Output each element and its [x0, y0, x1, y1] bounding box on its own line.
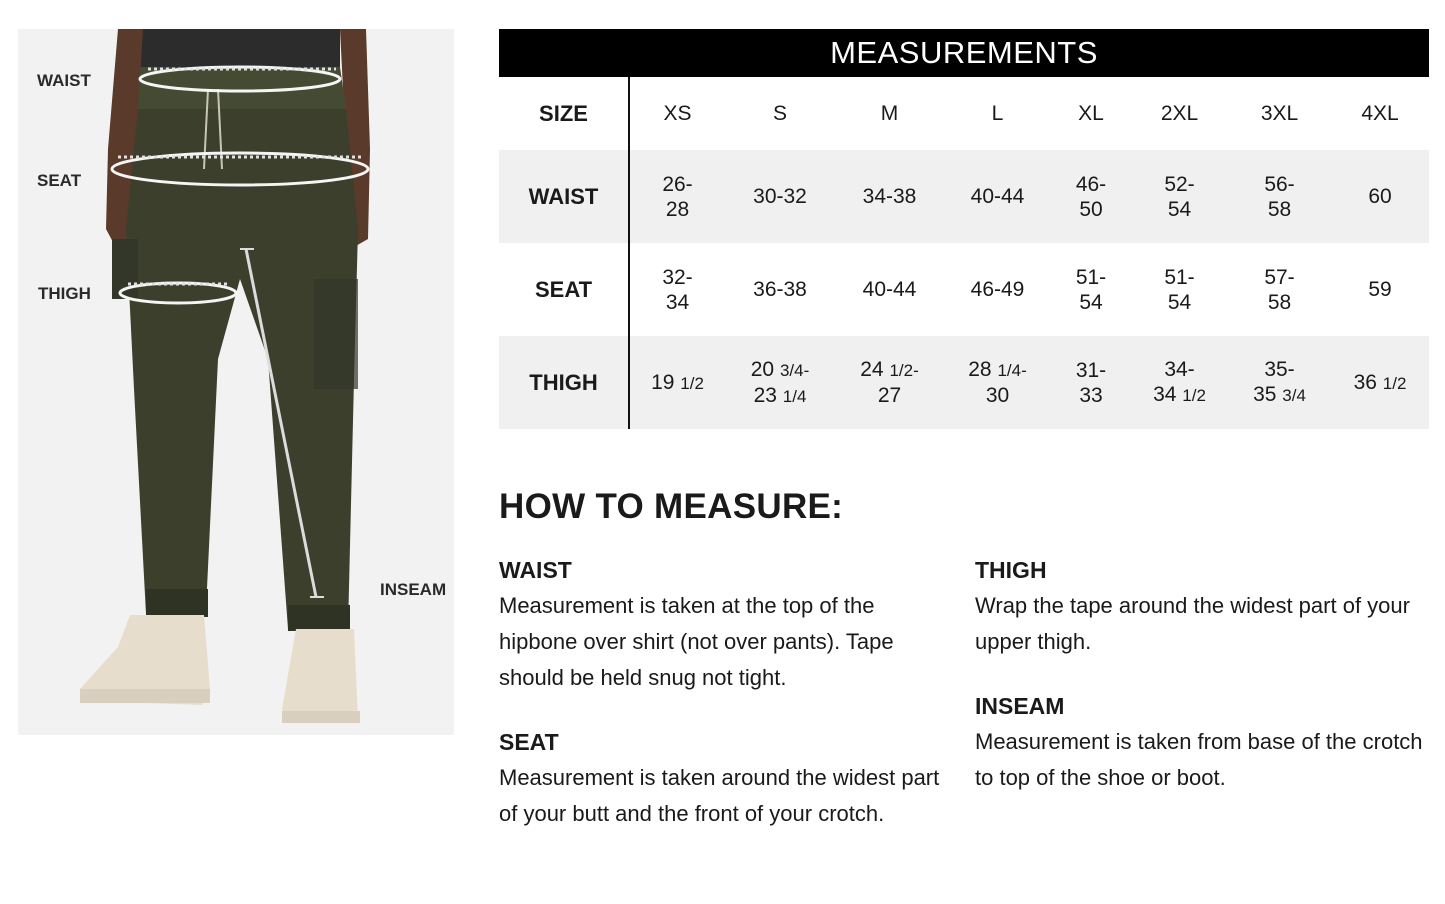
seat-row-label: SEAT: [499, 243, 629, 336]
waist-row: [499, 150, 1429, 243]
table-title: MEASUREMENTS: [499, 29, 1429, 77]
table-cell: 46- 50: [1051, 150, 1131, 243]
table-cell: 57- 58: [1264, 265, 1295, 314]
how-to-measure-title: HOW TO MEASURE:: [499, 487, 844, 526]
table-cell: 28 1/4- 30: [944, 336, 1051, 429]
size-xl: XL: [1078, 102, 1104, 125]
table-cell: 51- 54: [1164, 265, 1195, 314]
waist-instructions: [499, 556, 949, 696]
table-cell: 52- 54: [1131, 150, 1228, 243]
seat-photo-label: SEAT: [37, 171, 82, 190]
table-cell: 31- 33: [1051, 336, 1131, 429]
waist-heading: WAIST: [499, 557, 572, 583]
waist-text: Measurement is taken at the top of the hipbone over shirt (not over pants). Tape should be held snug not tight.: [499, 593, 894, 690]
table-cell: 24 1/2- 27: [835, 336, 944, 429]
size-xs: XS: [663, 102, 692, 125]
inseam-heading: INSEAM: [975, 693, 1065, 719]
size-l: L: [991, 102, 1004, 125]
table-cell: 36-38: [753, 278, 807, 301]
table-cell: 35- 35 3/4: [1228, 336, 1331, 429]
size-2xl: 2XL: [1160, 102, 1199, 125]
size-header-label: SIZE: [499, 77, 629, 150]
size-s: S: [772, 102, 787, 125]
seat-instructions: [499, 728, 949, 832]
size-4xl: 4XL: [1361, 102, 1399, 125]
table-cell: 46-49: [970, 278, 1025, 301]
waist-row-label: WAIST: [499, 150, 629, 243]
table-cell: 19 1/2: [629, 336, 725, 429]
thigh-heading: THIGH: [975, 557, 1047, 583]
size-grid: [499, 77, 1429, 429]
table-cell: 26- 28: [629, 150, 725, 243]
seat-text: Measurement is taken around the widest part of your butt and the front of your crotch.: [499, 765, 940, 826]
pants-illustration: [18, 29, 454, 735]
table-cell: 40-44: [862, 278, 917, 301]
seat-heading: SEAT: [499, 729, 559, 755]
table-cell: 34- 34 1/2: [1131, 336, 1228, 429]
waist-photo-label: WAIST: [37, 71, 91, 90]
table-cell: 60: [1331, 150, 1429, 243]
thigh-row-label: THIGH: [499, 336, 629, 429]
table-cell: 36 1/2: [1331, 336, 1429, 429]
table-cell: 59: [1368, 278, 1392, 301]
thigh-photo-label: THIGH: [38, 284, 91, 303]
inseam-text: Measurement is taken from base of the crotch to top of the shoe or boot.: [975, 729, 1423, 790]
thigh-text: Wrap the tape around the widest part of your upper thigh.: [975, 593, 1410, 654]
thigh-instructions: [975, 556, 1425, 660]
table-cell: 30-32: [725, 150, 835, 243]
table-cell: 20 3/4- 23 1/4: [725, 336, 835, 429]
table-cell: 34-38: [835, 150, 944, 243]
size-m: M: [880, 102, 899, 125]
inseam-photo-label: INSEAM: [380, 580, 447, 599]
thigh-row: [499, 336, 1429, 429]
size-3xl: 3XL: [1260, 102, 1299, 125]
table-cell: 51- 54: [1075, 265, 1107, 314]
inseam-instructions: [975, 692, 1425, 796]
table-cell: 56- 58: [1228, 150, 1331, 243]
measurements-table: [499, 29, 1429, 429]
table-cell: 40-44: [944, 150, 1051, 243]
size-header-row: [499, 77, 1429, 150]
seat-row: [499, 243, 1429, 336]
product-photo: [18, 29, 454, 735]
table-cell: 32- 34: [662, 265, 693, 314]
